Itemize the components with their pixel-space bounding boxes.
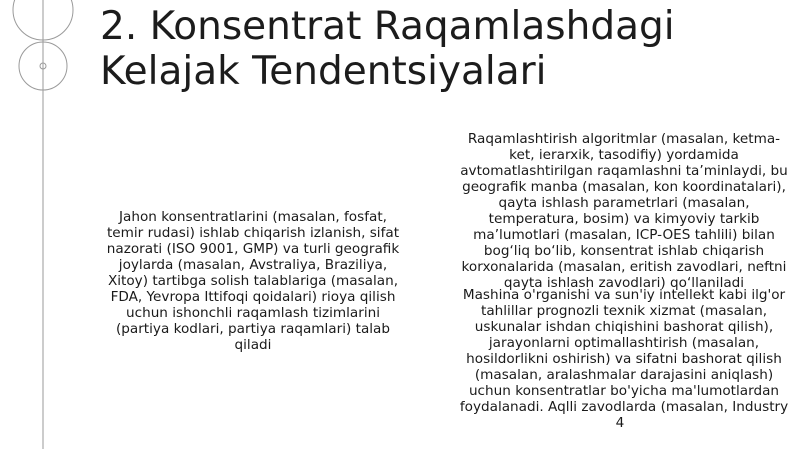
- right-text-block-lower: Mashina o'rganishi va sun'iy intellekt kabi ilg'or tahlillar prognozli texnik xizmat (masalan, uskunalar ishdan chiqishini bashorat qilish), jarayonlarni optimallashtirish (masalan, hosildorlikni oshirish) va sifatni bashorat qilish (masalan, aralashmalar darajasini aniqlash) uchun konsentratlar bo'yicha ma'lumotlardan foydalanadi. Aqlli zavodlarda (masalan, Industry: [459, 287, 789, 415]
- slide-title: 2. Konsentrat Raqamlashdagi Kelajak Tendentsiyalari: [100, 4, 675, 94]
- left-text-block: Jahon konsentratlarini (masalan, fosfat, temir rudasi) ishlab chiqarish izlanish, sifat nazorati (ISO 9001, GMP) va turli geografik joylarda (masalan, Avstraliya, Braziliya, Xitoy) tartibga solish talablariga (masalan, FDA, Yevropa Ittifoqi qoidalari) rioya qilish uchun ishonchli raqamlash tizimlarini (partiya kodlari, partiya raqamlari) talab qiladi: [106, 209, 400, 353]
- page-number: 4: [615, 415, 625, 431]
- right-text-block-upper: Raqamlashtirish algoritmlar (masalan, ketma- ket, ierarxik, tasodifiy) yordamida avtomatlashtirilgan raqamlashni ta’minlaydi, bu geografik manba (masalan, kon koordinatalari), qayta ishlash parametrlari (masalan, temperatura, bosim) va kimyoviy tarkib ma’lumotlari (masalan, ICP-OES tahlili) bilan bog‘liq bo‘lib, konsentrat ishlab chiqarish korxonalarida (masalan, eritish zavodlari, neftni qayta ishlash zavodlari) qo‘llaniladi: [460, 131, 788, 291]
- decorative-circles-graphic: [0, 0, 100, 449]
